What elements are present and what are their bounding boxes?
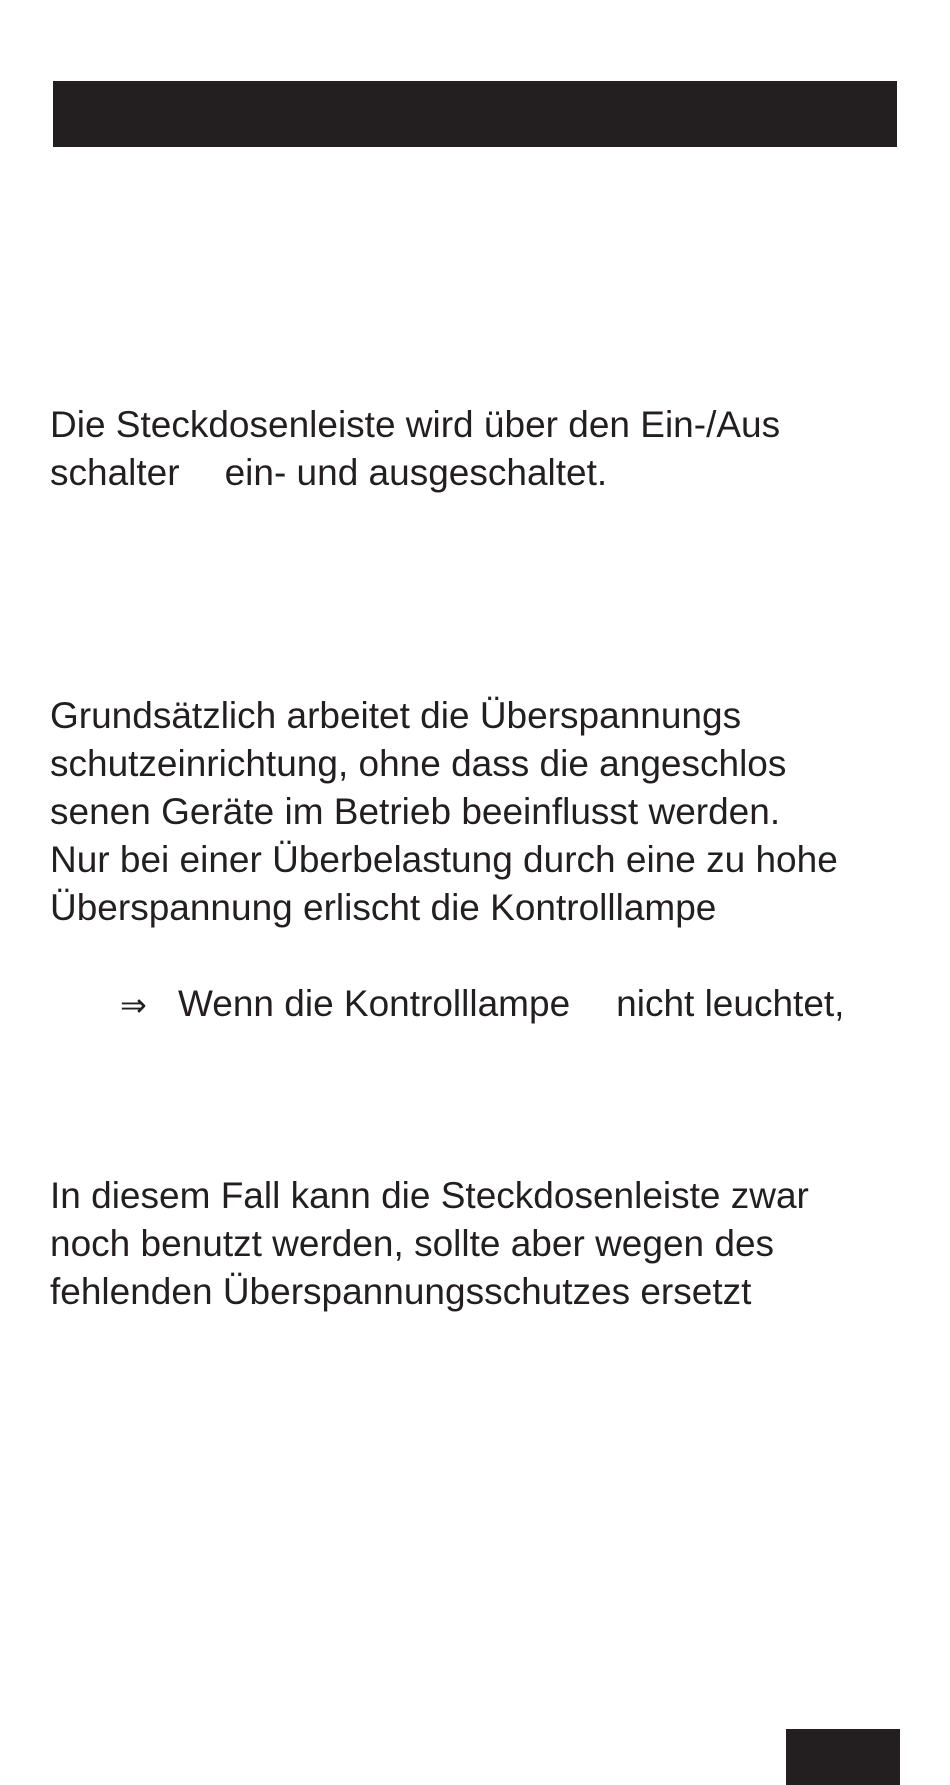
text-line: In diesem Fall kann die Steckdosenleiste zwar [50, 1175, 809, 1216]
double-arrow-right-icon: ⇒ [120, 986, 147, 1024]
text-line: Nur bei einer Überbelastung durch eine zu hohe [50, 839, 838, 880]
text-segment: ein- und ausgeschaltet. [224, 452, 608, 493]
instruction-bullet [120, 980, 844, 1029]
bullet-text: nicht leuchtet, [616, 983, 845, 1024]
bullet-text: Wenn die Kontrolllampe [178, 983, 571, 1024]
text-line: Grundsätzlich arbeitet die Überspannungs [50, 695, 742, 736]
surge-protection-paragraph [50, 692, 838, 932]
text-line: noch benutzt werden, sollte aber wegen des [50, 1223, 775, 1264]
text-line: schutzeinrichtung, ohne dass die angeschlos [50, 743, 787, 784]
text-line: Überspannung erlischt die Kontrolllampe [50, 887, 717, 928]
text-line: Die Steckdosenleiste wird über den Ein-/Aus [50, 404, 781, 445]
text-line [50, 449, 780, 497]
text-line: fehlenden Überspannungsschutzes ersetzt [50, 1271, 752, 1312]
header-bar [53, 81, 897, 147]
switch-paragraph [50, 401, 780, 497]
text-line: senen Geräte im Betrieb beeinflusst werden. [50, 791, 781, 832]
replacement-paragraph [50, 1172, 809, 1316]
text-segment: schalter [50, 452, 180, 493]
page-number-tab [786, 1729, 900, 1785]
